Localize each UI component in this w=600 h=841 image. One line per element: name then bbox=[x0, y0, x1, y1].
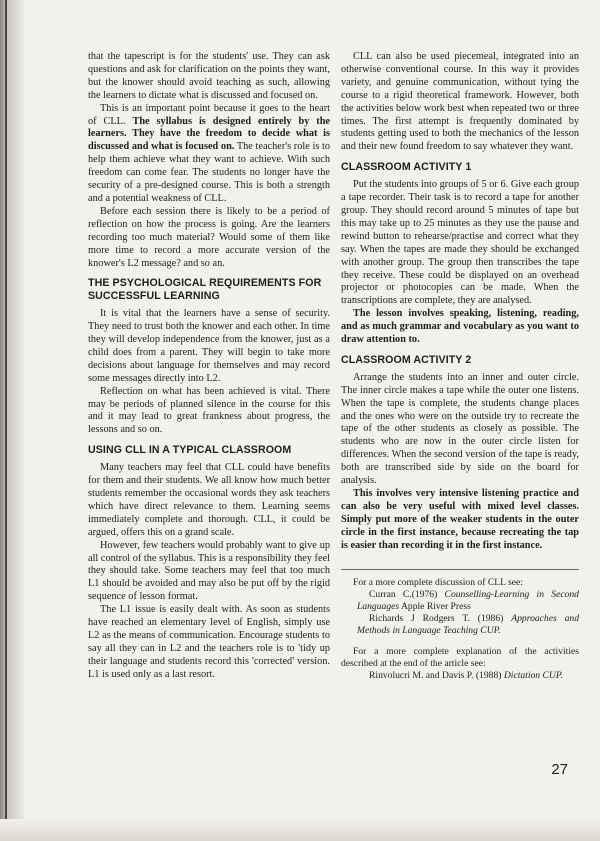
reference-title: Dictation CUP. bbox=[503, 669, 563, 681]
emphasis-text: The syllabus is designed entirely by the learners. They have the freedom to decide what is discussed and what is focused on. bbox=[88, 115, 330, 153]
paragraph-text: This is an important point because it goes to the heart of CLL. bbox=[88, 102, 330, 127]
paragraph: that the tapescript is for the students' use. They can ask questions and ask for clarification on the points they want, but the knower should avoid teaching as such, allowing the learners to dictate what is discussed and focused on. bbox=[88, 51, 330, 101]
paragraph: Put the students into groups of 5 or 6. Give each group a tape recorder. Their task is to record a tape for another group. They should record around 5 minutes of tape but this may take up to 25 minutes as they use the pause and rewind button to rehearse/practise and correct what they say. When the tapes are made they should be exchanged with another group. The group then transcribes the tape they receive. These could be displayed on an overhead projector or photocopies can be made. When the transcriptions are complete, they are analysed. bbox=[341, 179, 579, 307]
reference-author: Richards J Rodgers T. (1986) bbox=[369, 613, 504, 625]
left-column bbox=[88, 51, 330, 682]
paragraph bbox=[88, 103, 330, 206]
paragraph: However, few teachers would probably want to give up all control of the syllabus. This is a responsibility they feel they should take. Some teachers may feel that too much L1 should be avoided and may also be put off by the rigid sequence of lesson format. bbox=[88, 539, 330, 603]
paragraph: Arrange the students into an inner and outer circle. The inner circle makes a tape while the outer one listens. When the tape is complete, the students change places and the ones who were on the outside try to recreate the tape of the other students as closely as possible. The students who are now in the outer circle listen for differences. When the second version of the tape is ready, both are transcribed side by side on the board for analysis. bbox=[341, 371, 579, 487]
reference-author: Rinvolucri M. and Davis P. (1988) bbox=[369, 669, 502, 681]
paragraph: Many teachers may feel that CLL could have benefits for them and their students. We all know how much better students remember the occasional words they ask teachers which have direct relevance to them. Learning seems immediately complete and thorough. CLL, it could be argued, offers this on a grand scale. bbox=[88, 462, 330, 538]
emphasis-paragraph: This involves very intensive listening practice and can also be very useful with mixed level classes. Simply put more of the weaker students in the outer circle in the first instance, because recreating the tap is easier than recording it in the first instance. bbox=[341, 488, 579, 551]
paragraph: CLL can also be used piecemeal, integrated into an otherwise conventional course. In this way it provides variety, and genuine communication, without tying the course to a rigid theoretical framework. However, both the activities below work best when repeated two or three times. The first attempt is frequently dominated by students getting used to both the mechanics of the lesson and their new found freedom to say whatever they want. bbox=[341, 51, 579, 153]
page-bottom-shadow bbox=[0, 819, 600, 841]
paragraph: The L1 issue is easily dealt with. As soon as students have reached an elementary level of English, simply use L2 as the means of communication. Encourage students to say all they can in L2 and the teachers role is to 'tidy up their language and students record this 'corrected' version. L1 is used only as a last resort. bbox=[88, 604, 330, 680]
page-number: 27 bbox=[551, 761, 568, 778]
references-box bbox=[341, 569, 579, 683]
paragraph: Before each session there is likely to be a period of reflection on how the process is going. Are the learners recording too much material? Would some of them like more time to record a more accurate version of the knower's L2 message? and so an. bbox=[88, 205, 330, 269]
reference-author: Curran C.(1976) bbox=[369, 588, 438, 600]
reference-entry bbox=[341, 613, 579, 637]
reference-entry bbox=[341, 589, 579, 613]
emphasis-paragraph: The lesson involves speaking, listening, reading, and as much grammar and vocabulary as you want to draw attention to. bbox=[341, 308, 579, 346]
section-heading: CLASSROOM ACTIVITY 1 bbox=[341, 161, 472, 174]
reference-entry bbox=[341, 670, 579, 682]
reference-title: Approaches and Methods in Language Teaching CUP. bbox=[357, 613, 580, 637]
reference-publisher: Apple River Press bbox=[400, 600, 471, 612]
binding-edge bbox=[0, 0, 24, 841]
reference-title: Counselling-Learning in Second Languages bbox=[357, 588, 579, 612]
paragraph: Reflection on what has been achieved is vital. There may be periods of planned silence in the course for this and it may lead to great frankness about progress, the lessons and so on. bbox=[88, 385, 330, 436]
section-heading: CLASSROOM ACTIVITY 2 bbox=[341, 353, 472, 366]
paragraph-text: The teacher's role is to help them achieve what they want to achieve. With such freedom can come fear. The students no longer have the security of a pre-designed course. This is both a strength and a potential weakness of CLL. bbox=[88, 141, 330, 204]
paragraph: It is vital that the learners have a sense of security. They need to trust both the knower and each other. In time they will develop independence from the knower, just as a child does from a parent. They will begin to take more decisions about language for themselves and may record some messages directly into L2. bbox=[88, 308, 330, 384]
right-column bbox=[341, 51, 579, 682]
references-intro: For a more complete discussion of CLL see: bbox=[353, 576, 523, 588]
section-heading: USING CLL IN A TYPICAL CLASSROOM bbox=[88, 444, 292, 457]
references-intro: For a more complete explanation of the activities described at the end of the article see: bbox=[341, 645, 579, 669]
section-heading: THE PSYCHOLOGICAL REQUIREMENTS FOR SUCCESSFUL LEARNING bbox=[88, 277, 322, 303]
